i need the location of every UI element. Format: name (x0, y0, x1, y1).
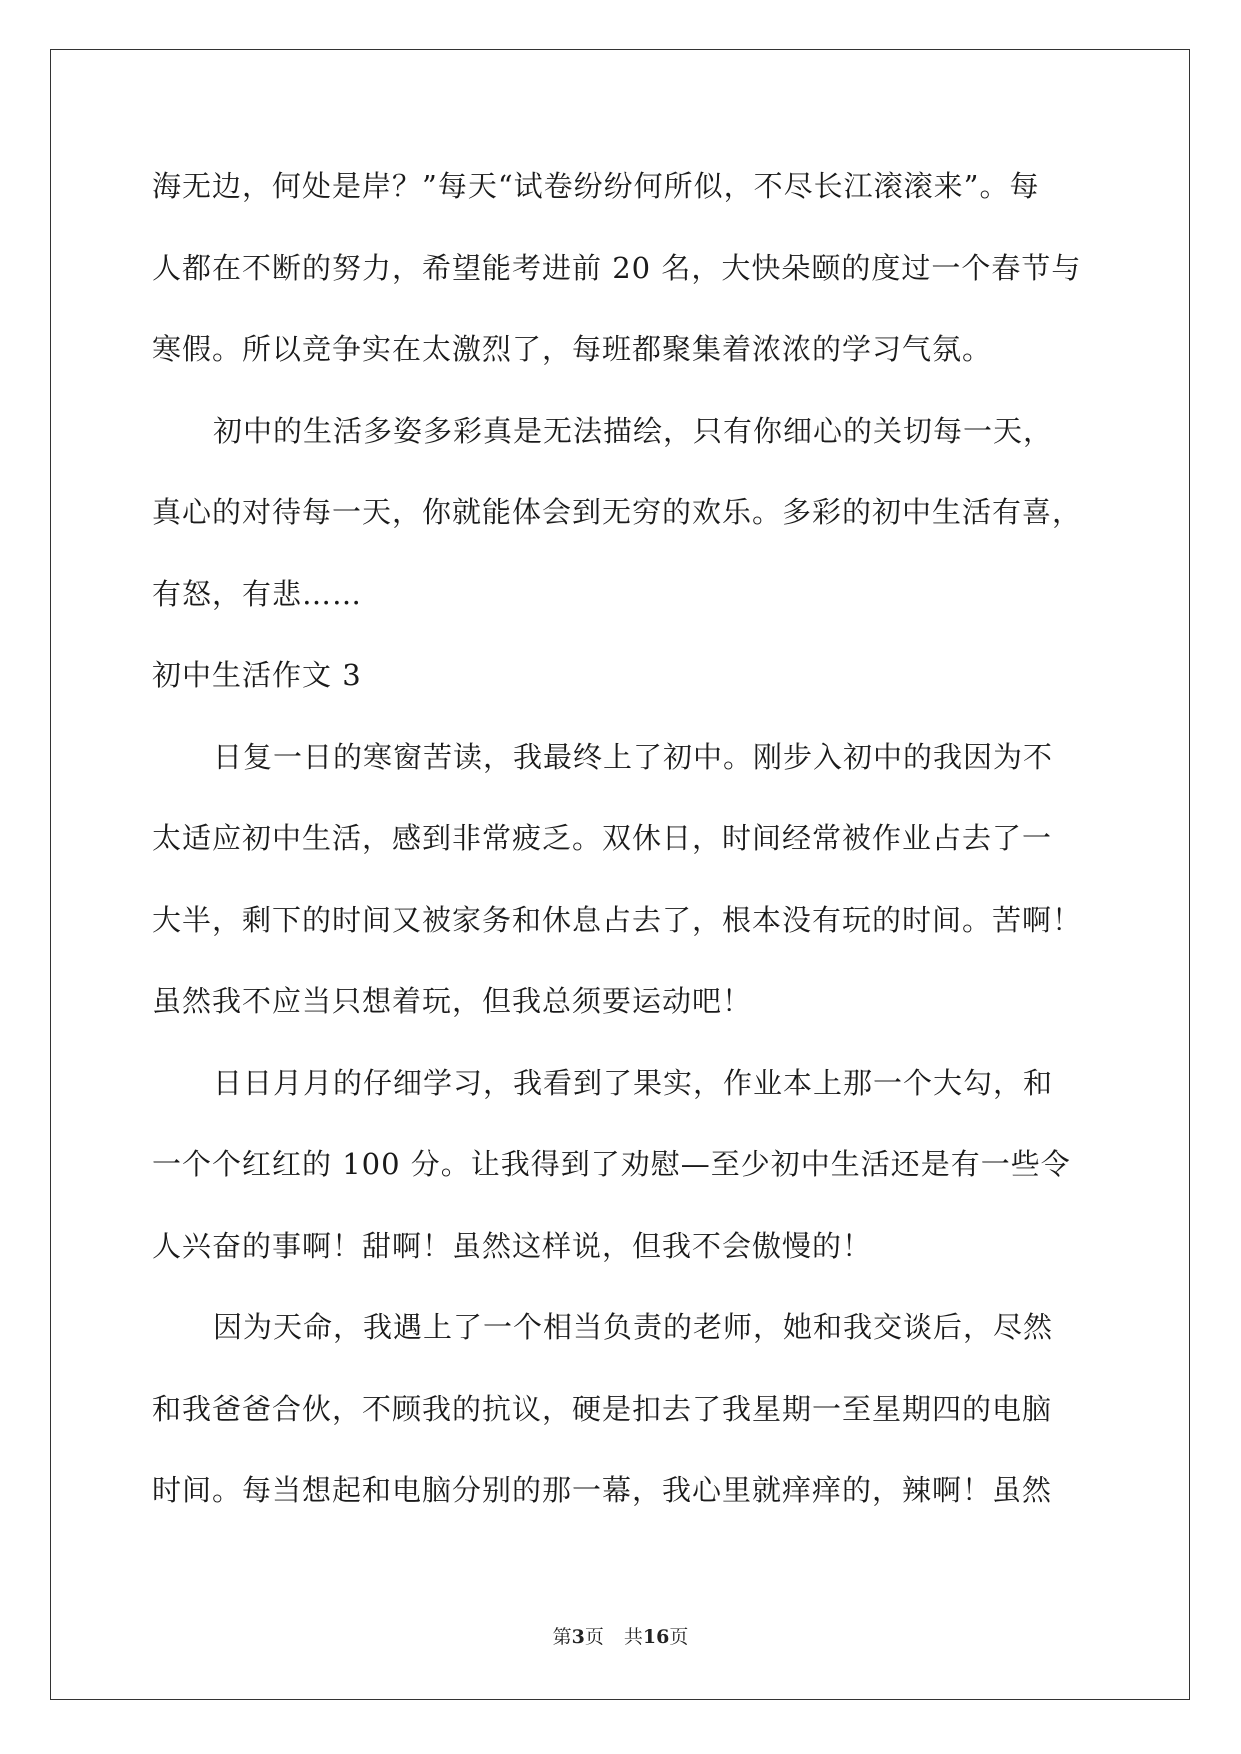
text-line: 人兴奋的事啊！甜啊！虽然这样说，但我不会傲慢的！ (152, 1228, 873, 1263)
footer-total-prefix: 共 (623, 1626, 643, 1648)
footer-page-prefix: 第 (552, 1626, 572, 1648)
page-footer (0, 1622, 1241, 1649)
text-line: 海无边，何处是岸？”每天“试卷纷纷何所似，不尽长江滚滚来”。每 (152, 169, 1040, 203)
footer-current-page: 3 (571, 1626, 585, 1648)
text-line: 虽然我不应当只想着玩，但我总须要运动吧！ (152, 984, 753, 1018)
text-line: 和我爸爸合伙，不顾我的抗议，硬是扣去了我星期一至星期四的电脑 (152, 1391, 1053, 1426)
text-line: 真心的对待每一天，你就能体会到无穷的欢乐。多彩的初中生活有喜， (152, 495, 1083, 529)
text-line: 日复一日的寒窗苦读，我最终上了初中。刚步入初中的我因为不 (213, 739, 1054, 774)
text-line: 一个个红红的 100 分。让我得到了劝慰—至少初中生活还是有一些令 (152, 1147, 1071, 1181)
footer-total-suffix: 页 (669, 1626, 689, 1648)
text-line: 大半，剩下的时间又被家务和休息占去了，根本没有玩的时间。苦啊！ (152, 902, 1083, 937)
text-line: 初中的生活多姿多彩真是无法描绘，只有你细心的关切每一天， (213, 413, 1054, 448)
text-line: 日日月月的仔细学习，我看到了果实，作业本上那一个大勾，和 (213, 1065, 1054, 1100)
document-body (152, 160, 1092, 1546)
text-line: 太适应初中生活，感到非常疲乏。双休日，时间经常被作业占去了一 (152, 821, 1053, 855)
text-line: 有怒，有悲…… (152, 576, 363, 611)
text-line: 寒假。所以竞争实在太激烈了，每班都聚集着浓浓的学习气氛。 (152, 332, 993, 366)
text-line: 人都在不断的努力，希望能考进前 20 名，大快朵颐的度过一个春节与 (152, 250, 1082, 285)
text-line: 因为天命，我遇上了一个相当负责的老师，她和我交谈后，尽然 (213, 1310, 1054, 1344)
footer-total-pages: 16 (642, 1626, 670, 1648)
text-line: 初中生活作文 3 (152, 658, 362, 692)
footer-page-suffix: 页 (584, 1626, 604, 1648)
text-line: 时间。每当想起和电脑分别的那一幕，我心里就痒痒的，辣啊！虽然 (152, 1473, 1053, 1507)
